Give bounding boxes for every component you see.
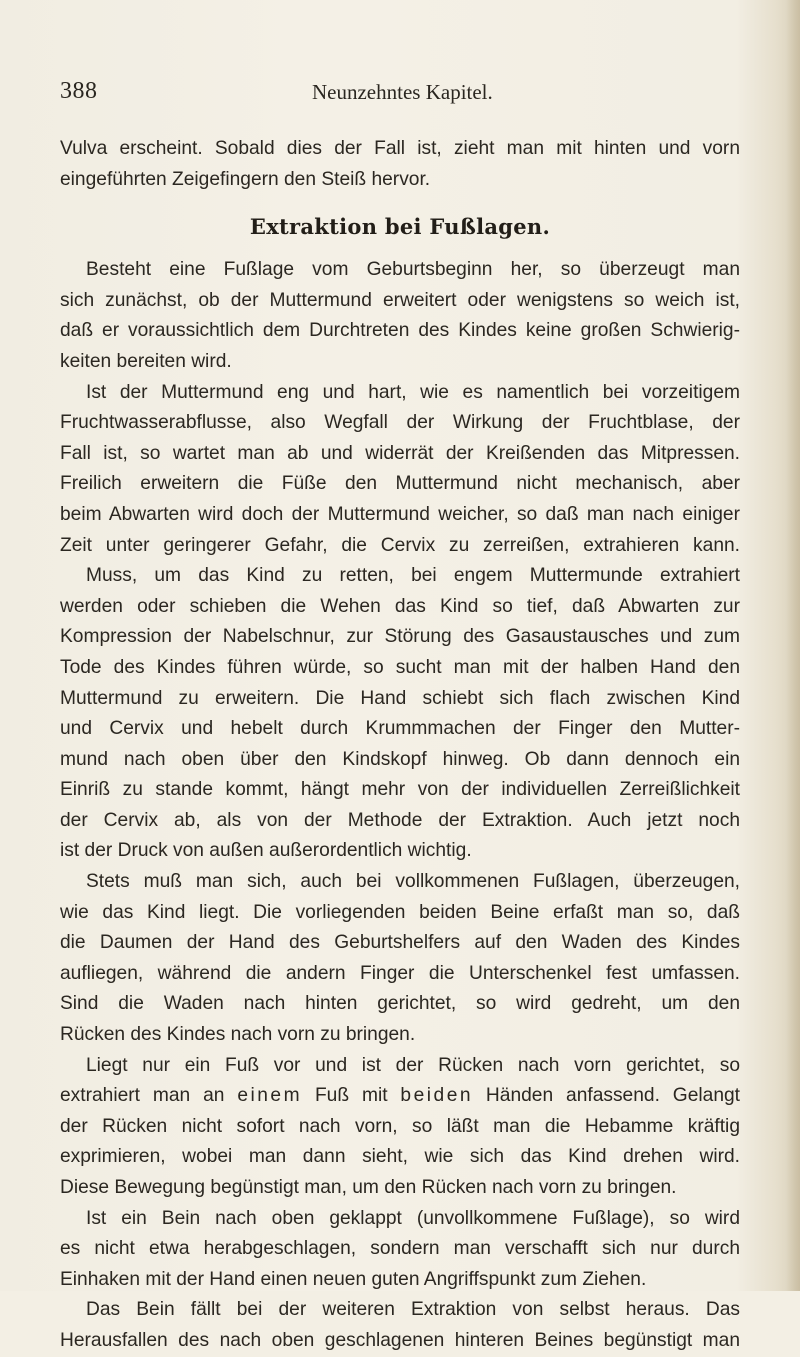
text-line: werden oder schieben die Wehen das Kind so tief, daß Abwarten zur — [60, 595, 740, 617]
text-line: Freilich erweitern die Füße den Muttermund nicht mechanisch, aber — [60, 473, 740, 495]
text-line: Stets muß man sich, auch bei vollkommenen Fußlagen, überzeugen, — [86, 871, 740, 893]
section-heading: Extraktion bei Fußlagen. — [249, 214, 551, 240]
text-line: der Cervix ab, als von der Methode der Extraktion. Auch jetzt noch — [60, 809, 740, 831]
body-text — [60, 134, 740, 1357]
text-line: Das Bein fällt bei der weiteren Extraktion von selbst heraus. Das — [86, 1299, 740, 1321]
text-line: beim Abwarten wird doch der Muttermund weicher, so daß man nach einiger — [60, 503, 740, 525]
text-line: Besteht eine Fußlage vom Geburtsbeginn her, so überzeugt man — [86, 259, 740, 281]
text-line: Diese Bewegung begünstigt man, um den Rücken nach vorn zu bringen. — [60, 1177, 677, 1198]
text-line: Fall ist, so wartet man ab und widerrät der Kreißenden das Mitpressen. — [60, 442, 740, 464]
text-line: ist der Druck von außen außerordentlich wichtig. — [60, 840, 472, 862]
text-line: Ist der Muttermund eng und hart, wie es namentlich bei vorzeitigem — [86, 381, 740, 403]
text-line: der Rücken nicht sofort nach vorn, so läßt man die Hebamme kräftig — [60, 1115, 740, 1137]
text-line: Einriß zu stande kommt, hängt mehr von der individuellen Zerreißlichkeit — [60, 779, 740, 801]
text-line: Tode des Kindes führen würde, so sucht man mit der halben Hand den — [60, 656, 740, 678]
text-line: Kompression der Nabelschnur, zur Störung des Gasaustausches und zum — [60, 626, 740, 648]
text-line: keiten bereiten wird. — [60, 350, 232, 372]
text-line: Zeit unter geringerer Gefahr, die Cervix zu zerreißen, extrahieren kann. — [60, 534, 740, 556]
text-line: Liegt nur ein Fuß vor und ist der Rücken nach vorn gerichtet, so — [86, 1054, 740, 1076]
text-line: und Cervix und hebelt durch Krummmachen der Finger den Mutter- — [60, 718, 740, 740]
page-edge-shadow — [786, 0, 800, 1291]
text-line: Vulva erscheint. Sobald dies der Fall ist, zieht man mit hinten und vorn — [60, 138, 740, 159]
text-fragment: extrahiert man an — [60, 1085, 238, 1107]
text-fragment: Fuß mit — [302, 1085, 401, 1107]
text-line: exprimieren, wobei man dann sieht, wie sich das Kind drehen wird. — [60, 1146, 740, 1168]
text-line: sich zunächst, ob der Muttermund erweitert oder wenigstens so weich ist, — [60, 289, 740, 311]
text-line: daß er voraussichtlich dem Durchtreten des Kindes keine großen Schwierig- — [60, 320, 740, 342]
text-line: eingeführten Zeigefingern den Steiß hervor. — [60, 168, 431, 190]
emphasized-word: beiden — [400, 1085, 474, 1107]
text-line: Ist ein Bein nach oben geklappt (unvollkommene Fußlage), so wird — [86, 1207, 740, 1229]
text-line: die Daumen der Hand des Geburtshelfers auf den Waden des Kindes — [60, 932, 740, 954]
emphasized-word: einem — [237, 1085, 303, 1107]
text-line: Herausfallen des nach oben geschlagenen hinteren Beines begünstigt man — [60, 1329, 740, 1351]
running-head: Neunzehntes Kapitel. — [312, 80, 493, 104]
text-line: Einhaken mit der Hand einen neuen guten Angriffspunkt zum Ziehen. — [60, 1268, 647, 1290]
text-line: mund nach oben über den Kindskopf hinweg. Ob dann dennoch ein — [60, 748, 740, 770]
page-number: 388 — [60, 78, 98, 104]
text-line: Muss, um das Kind zu retten, bei engem Muttermunde extrahiert — [86, 565, 740, 587]
text-line — [60, 1081, 740, 1112]
text-line: es nicht etwa herabgeschlagen, sondern man verschafft sich nur durch — [60, 1238, 740, 1260]
text-line: aufliegen, während die andern Finger die Unterschenkel fest umfassen. — [60, 962, 740, 984]
text-line: Fruchtwasserabflusse, also Wegfall der Wirkung der Fruchtblase, der — [60, 412, 740, 434]
page-header — [60, 76, 740, 112]
text-line: Sind die Waden nach hinten gerichtet, so wird gedreht, um den — [60, 993, 740, 1015]
text-line: Muttermund zu erweitern. Die Hand schiebt sich flach zwischen Kind — [60, 687, 740, 709]
text-fragment: Händen anfassend. Gelangt — [473, 1085, 740, 1107]
text-line: Rücken des Kindes nach vorn zu bringen. — [60, 1024, 416, 1046]
text-line: wie das Kind liegt. Die vorliegenden beiden Beine erfaßt man so, daß — [60, 901, 740, 923]
